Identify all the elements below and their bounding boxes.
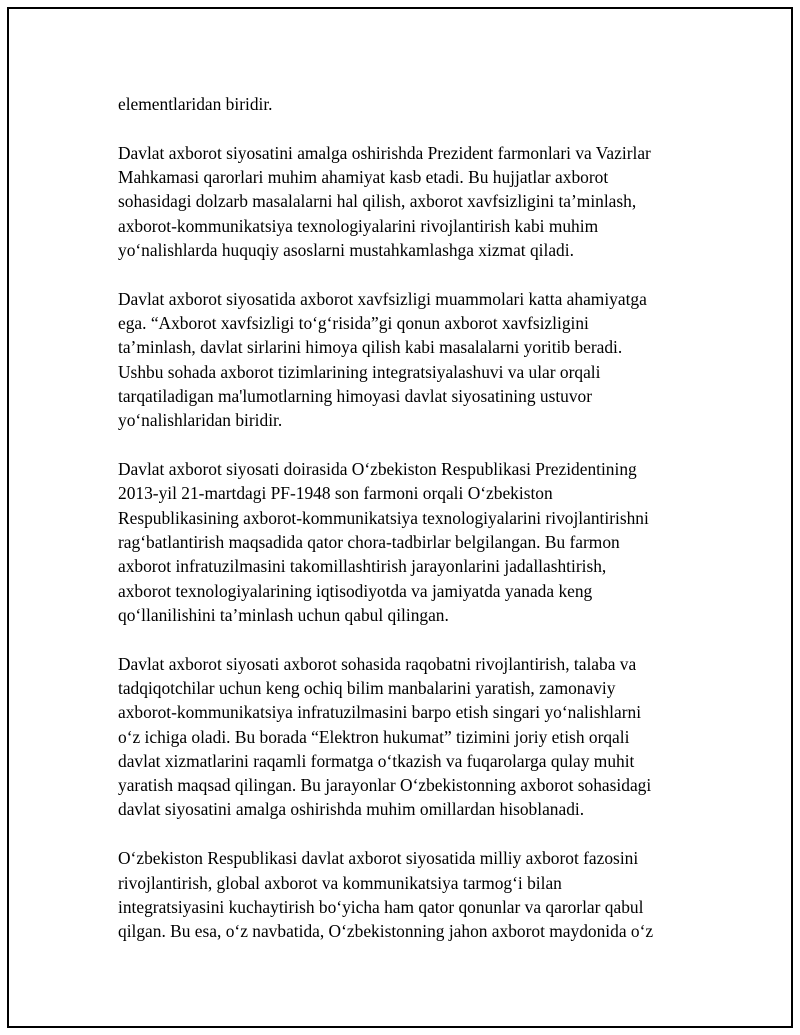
- text-line: O‘zbekiston Respublikasi davlat axborot siyosatida milliy axborot fazosini: [118, 848, 639, 869]
- text-line: qilgan. Bu esa, o‘z navbatida, O‘zbekistonning jahon axborot maydonida o‘z: [118, 921, 654, 942]
- text-line: rivojlantirish, global axborot va kommunikatsiya tarmog‘i bilan: [118, 872, 562, 893]
- text-line: axborot-kommunikatsiya texnologiyalarini rivojlantirish kabi muhim: [118, 215, 599, 236]
- text-line: yaratish maqsad qilingan. Bu jarayonlar O‘zbekistonning axborot sohasidagi: [118, 775, 652, 796]
- text-line: axborot-kommunikatsiya infratuzilmasini barpo etish singari yo‘nalishlarni: [118, 702, 642, 723]
- text-line: Ushbu sohada axborot tizimlarining integratsiyalashuvi va ular orqali: [118, 361, 601, 382]
- text-line: Respublikasining axborot-kommunikatsiya texnologiyalarini rivojlantirishni: [118, 507, 649, 528]
- document-body: [118, 92, 690, 968]
- paragraph-4: [118, 457, 690, 627]
- text-line: axborot infratuzilmasini takomillashtirish jarayonlarini jadallashtirish,: [118, 556, 607, 577]
- text-line: tarqatiladigan ma'lumotlarning himoyasi davlat siyosatining ustuvor: [118, 385, 593, 406]
- text-line: ega. “Axborot xavfsizligi to‘g‘risida”gi qonun axborot xavfsizligini: [118, 313, 589, 334]
- text-line: 2013-yil 21-martdagi PF-1948 son farmoni orqali O‘zbekiston: [118, 483, 553, 504]
- text-line: sohasidagi dolzarb masalalarni hal qilish, axborot xavfsizligini ta’minlash,: [118, 191, 637, 212]
- text-line: elementlaridan biridir.: [118, 94, 273, 114]
- paragraph-6: [118, 846, 690, 943]
- text-line: ta’minlash, davlat sirlarini himoya qilish kabi masalalarni yoritib beradi.: [118, 337, 623, 358]
- text-line: Davlat axborot siyosati doirasida O‘zbekiston Respublikasi Prezidentining: [118, 459, 637, 480]
- text-line: integratsiyasini kuchaytirish bo‘yicha ham qator qonunlar va qarorlar qabul: [118, 896, 644, 917]
- text-line: Davlat axborot siyosatini amalga oshirishda Prezident farmonlari va Vazirlar: [118, 142, 651, 163]
- text-line: davlat xizmatlarini raqamli formatga o‘tkazish va fuqarolarga qulay muhit: [118, 750, 635, 771]
- text-line: Mahkamasi qarorlari muhim ahamiyat kasb etadi. Bu hujjatlar axborot: [118, 167, 609, 188]
- text-line: axborot texnologiyalarining iqtisodiyotda va jamiyatda yanada keng: [118, 580, 593, 601]
- text-line: qo‘llanilishini ta’minlash uchun qabul qilingan.: [118, 604, 449, 625]
- text-line: yo‘nalishlarda huquqiy asoslarni mustahkamlashga xizmat qiladi.: [118, 239, 574, 260]
- text-line: Davlat axborot siyosatida axborot xavfsizligi muammolari katta ahamiyatga: [118, 288, 647, 309]
- text-line: o‘z ichiga oladi. Bu borada “Elektron hukumat” tizimini joriy etish orqali: [118, 726, 630, 747]
- text-line: tadqiqotchilar uchun keng ochiq bilim manbalarini yaratish, zamonaviy: [118, 677, 616, 698]
- paragraph-5: [118, 652, 690, 822]
- paragraph-3: [118, 287, 690, 433]
- text-line: Davlat axborot siyosati axborot sohasida raqobatni rivojlantirish, talaba va: [118, 653, 637, 674]
- text-line: davlat siyosatini amalga oshirishda muhim omillardan hisoblanadi.: [118, 799, 585, 820]
- text-line: yo‘nalishlaridan biridir.: [118, 410, 283, 431]
- paragraph-1: [118, 92, 690, 116]
- text-line: rag‘batlantirish maqsadida qator chora-tadbirlar belgilangan. Bu farmon: [118, 531, 620, 552]
- paragraph-2: [118, 141, 690, 262]
